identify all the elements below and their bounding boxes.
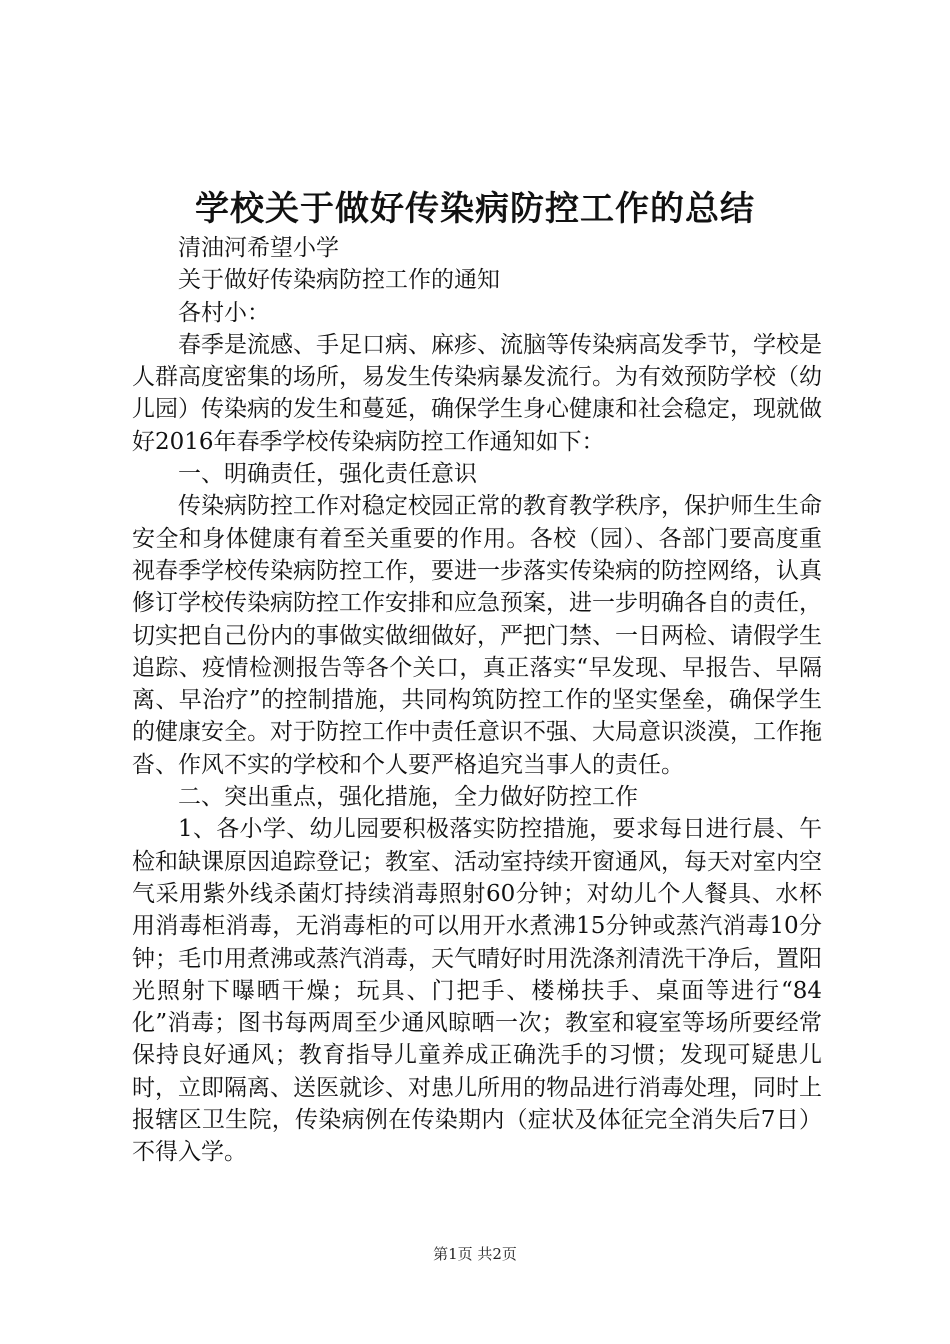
- section-1-paragraph: 传染病防控工作对稳定校园正常的教育教学秩序，保护师生生命安全和身体健康有着至关重要的作用。各校（园）、各部门要高度重视春季学校传染病防控工作，要进一步落实传染病的防控网络，认真修订学校传染病防控工作安排和应急预案，进一步明确各自的责任，切实把自己份内的事做实做细做好，严把门禁、一日两检、请假学生追踪、疫情检测报告等各个关口，真正落实“早发现、早报告、早隔离、早治疗”的控制措施，共同构筑防控工作的坚实堡垒，确保学生的健康安全。对于防控工作中责任意识不强、大局意识淡漠，工作拖沓、作风不实的学校和个人要严格追究当事人的责任。: [132, 493, 822, 778]
- intro-paragraph: 春季是流感、手足口病、麻疹、流脑等传染病高发季节，学校是人群高度密集的场所，易发生传染病暴发流行。为有效预防学校（幼儿园）传染病的发生和蔓延，确保学生身心健康和社会稳定，现就做好2016年春季学校传染病防控工作通知如下：: [132, 331, 822, 455]
- school-name: 清油河希望小学: [178, 235, 339, 261]
- notice-title: 关于做好传染病防控工作的通知: [178, 267, 500, 294]
- section-heading-1: 一、明确责任，强化责任意识: [178, 461, 477, 488]
- salutation: 各村小：: [178, 299, 270, 326]
- document-body: [132, 232, 822, 1169]
- page-number-footer: 第1页 共2页: [433, 1245, 517, 1263]
- document-title: 学校关于做好传染病防控工作的总结: [195, 189, 755, 229]
- section-heading-2: 二、突出重点，强化措施，全力做好防控工作: [178, 784, 638, 811]
- section-2-item-1: 1、各小学、幼儿园要积极落实防控措施，要求每日进行晨、午检和缺课原因追踪登记；教室、活动室持续开窗通风，每天对室内空气采用紫外线杀菌灯持续消毒照射60分钟；对幼儿个人餐具、水杯用消毒柜消毒，无消毒柜的可以用开水煮沸15分钟或蒸汽消毒10分钟；毛巾用煮沸或蒸汽消毒，天气晴好时用洗涤剂清洗干净后，置阳光照射下曝晒干燥；玩具、门把手、楼梯扶手、桌面等进行“84化”消毒；图书每两周至少通风晾晒一次；教室和寝室等场所要经常保持良好通风；教育指导儿童养成正确洗手的习惯；发现可疑患儿时，立即隔离、送医就诊、对患儿所用的物品进行消毒处理，同时上报辖区卫生院，传染病例在传染期内（症状及体征完全消失后7日）不得入学。: [132, 816, 822, 1166]
